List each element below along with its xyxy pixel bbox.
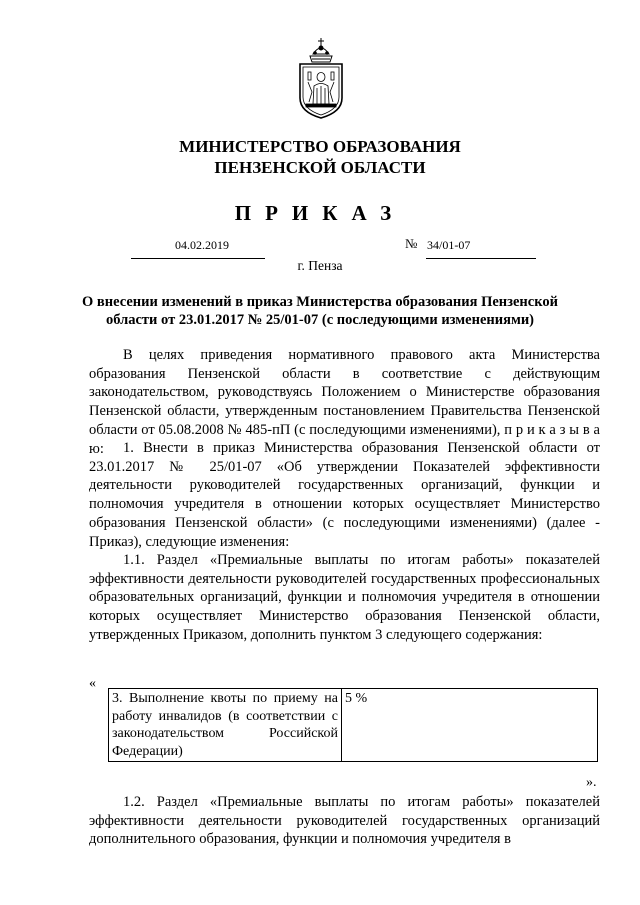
close-quote: ». bbox=[586, 775, 597, 790]
item-1-2-paragraph: 1.2. Раздел «Премиальные выплаты по итогам работы» показателей эффективности деятельности руководителей государственных организаций дополнительного образования, функции и полномочия учредителя в bbox=[89, 794, 600, 848]
quota-indicator-cell: 3. Выполнение квоты по приему на работу инвалидов (в соответствии с законодательством Российской Федерации) bbox=[109, 689, 342, 762]
table-row bbox=[109, 689, 598, 762]
coat-of-arms-emblem bbox=[296, 32, 346, 120]
number-sign: № bbox=[405, 236, 418, 251]
document-type-heading: ПРИКАЗ bbox=[234, 201, 406, 225]
item-1-paragraph: 1. Внести в приказ Министерства образования Пензенской области от 23.01.2017 № 25/01-07 «Об утверждении Показателей эффективности деятельности руководителей государственных организаций, функции и полномочия учредителя в отношении которых осуществляет Министерство образования Пензенской области» (с последующими изменениями) (далее - Приказ), следующие изменения: bbox=[89, 440, 600, 550]
item-1-1-paragraph: 1.1. Раздел «Премиальные выплаты по итогам работы» показателей эффективности деятельности руководителей государственных профессиональных образовательных организаций, функции и полномочия учредителя в отношении которых осуществляет Министерство образования Пензенской области, утвержденных Приказом, дополнить пунктом 3 следующего содержания: bbox=[89, 552, 600, 643]
ministry-name-line1: МИНИСТЕРСТВО ОБРАЗОВАНИЯ bbox=[179, 137, 461, 156]
ministry-name-line2: ПЕНЗЕНСКОЙ ОБЛАСТИ bbox=[214, 158, 426, 177]
order-subject-line1: О внесении изменений в приказ Министерства образования Пензенской bbox=[82, 294, 558, 310]
intro-paragraph: В целях приведения нормативного правового акта Министерства образования Пензенской области в соответствие с действующим законодательством, руководствуясь Положением о Министерстве образования Пензенской области, утвержденным постановлением Правительства Пензенской области от 05.08.2008 № 485-пП (с последующими изменениями), п р и к а з ы в а ю: bbox=[89, 347, 600, 457]
city-name: г. Пенза bbox=[297, 258, 343, 273]
open-quote: « bbox=[89, 676, 96, 691]
quota-value-cell: 5 % bbox=[342, 689, 598, 762]
order-subject-line2: области от 23.01.2017 № 25/01-07 (с последующими изменениями) bbox=[105, 312, 535, 328]
quota-table bbox=[108, 688, 598, 762]
order-date: 04.02.2019 bbox=[175, 238, 229, 252]
order-number: 34/01-07 bbox=[427, 238, 471, 252]
